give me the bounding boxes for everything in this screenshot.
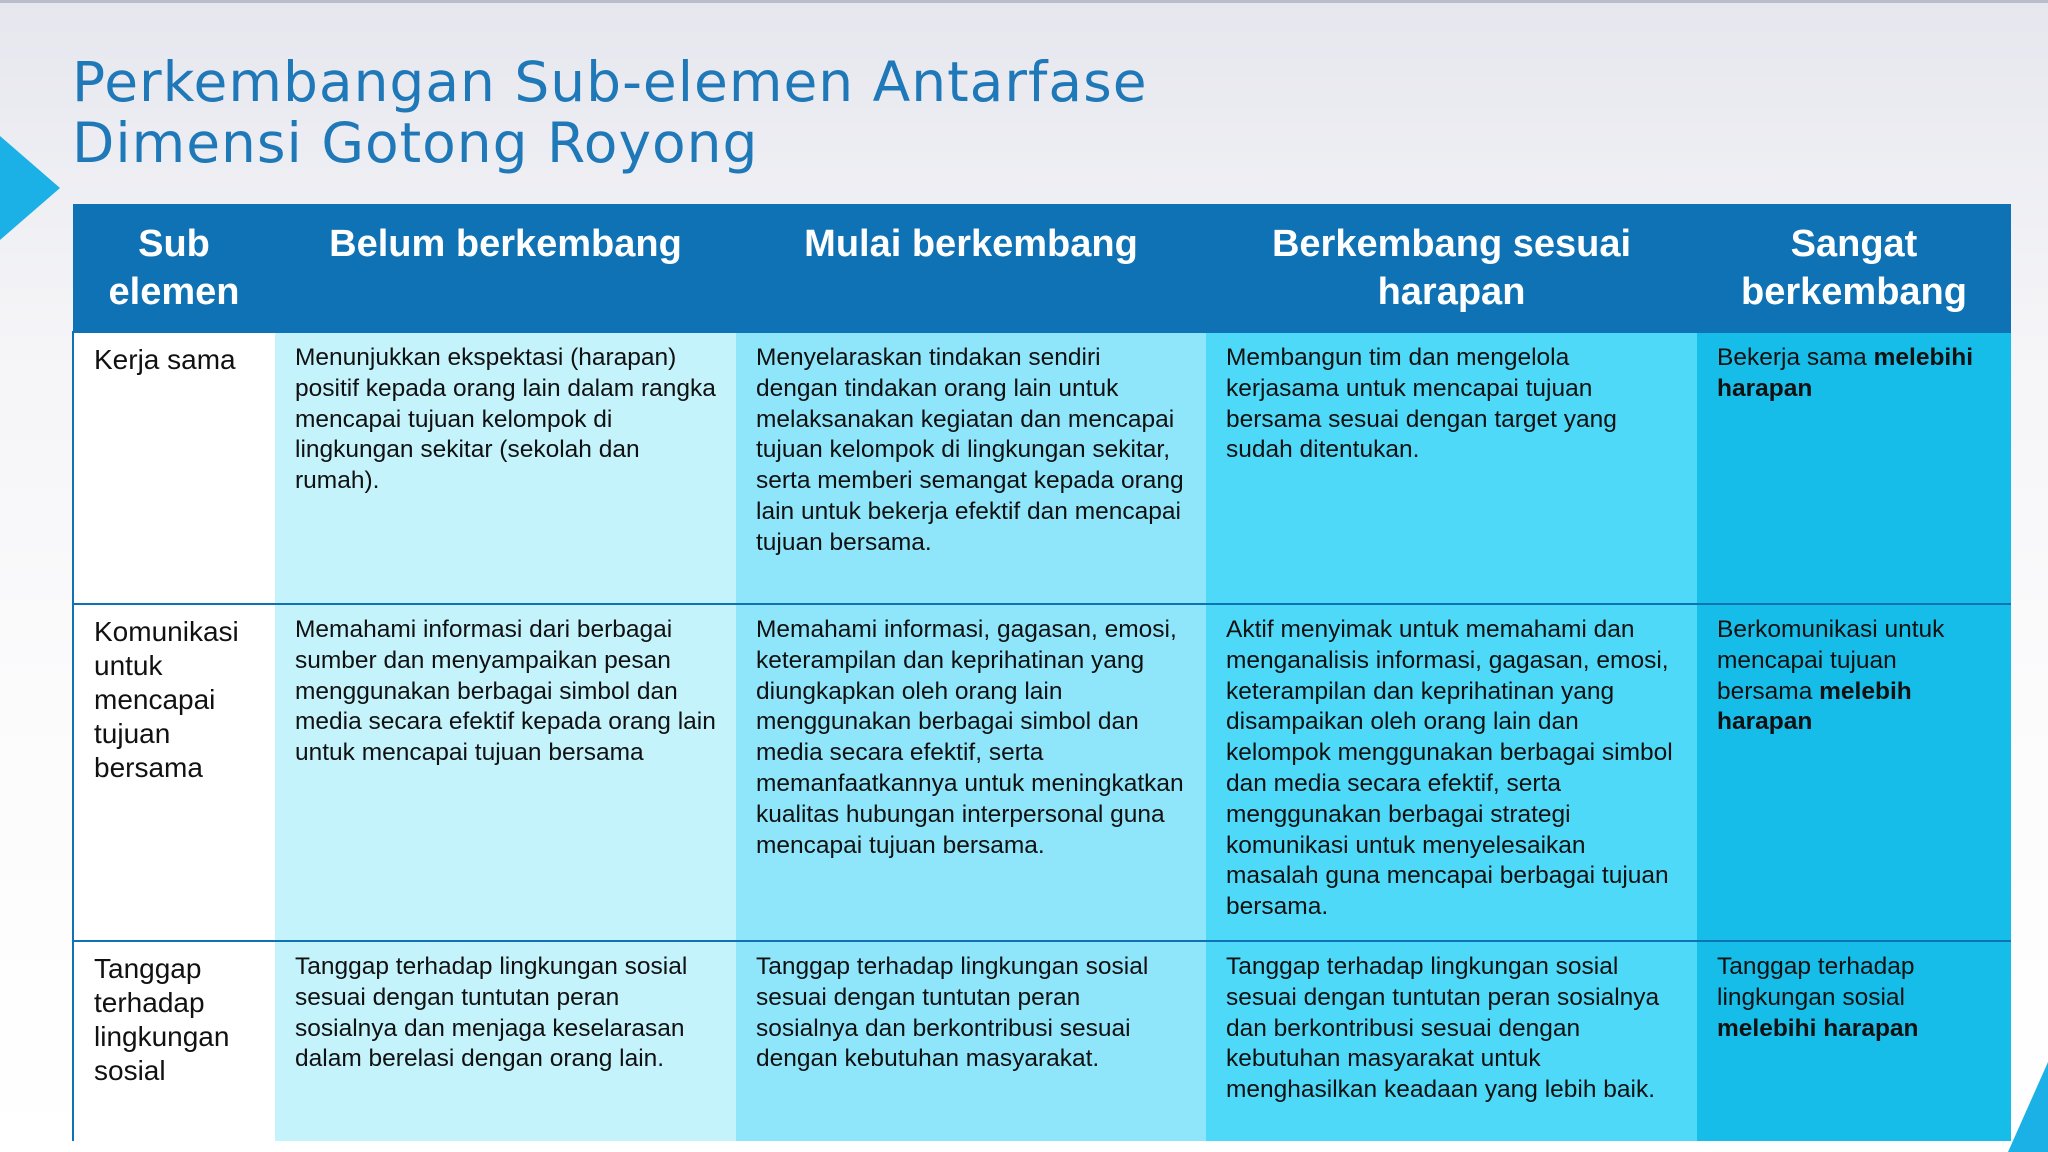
cell-sangat-text: Bekerja sama xyxy=(1717,344,1874,371)
cell-sangat-berkembang xyxy=(1697,604,2011,941)
cell-sangat-berkembang xyxy=(1697,332,2011,604)
cell-sub-elemen: Kerja sama xyxy=(73,332,275,604)
development-table xyxy=(72,204,2011,1141)
cell-sangat-text: Berkomunikasi untuk mencapai tujuan bersama xyxy=(1717,616,1945,705)
cell-mulai-berkembang: Menyelaraskan tindakan sendiri dengan tindakan orang lain untuk melaksanakan kegiatan dan mencapai tujuan kelompok di lingkungan sekitar, serta memberi semangat kepada orang lain untuk bekerja efektif dan mencapai tujuan bersama. xyxy=(736,332,1206,604)
header-sub-elemen: Sub elemen xyxy=(73,204,275,332)
corner-decoration xyxy=(2008,1062,2048,1152)
table-row-kerja-sama xyxy=(73,332,2011,604)
cell-sangat-emphasis: melebih harapan xyxy=(1717,677,1912,736)
table-header-row xyxy=(73,204,2011,332)
slide-title xyxy=(72,52,1148,174)
cell-mulai-berkembang: Tanggap terhadap lingkungan sosial sesuai dengan tuntutan peran sosialnya dan berkontribusi sesuai dengan kebutuhan masyarakat. xyxy=(736,941,1206,1141)
top-border-line xyxy=(0,0,2048,3)
cell-belum-berkembang: Tanggap terhadap lingkungan sosial sesuai dengan tuntutan peran sosialnya dan menjaga keselarasan dalam berelasi dengan orang lain. xyxy=(275,941,736,1141)
header-belum-berkembang: Belum berkembang xyxy=(275,204,736,332)
table-row-tanggap xyxy=(73,941,2011,1141)
slide-title-line-1: Perkembangan Sub-elemen Antarfase xyxy=(72,50,1148,114)
cell-sub-elemen: Tanggap terhadap lingkungan sosial xyxy=(73,941,275,1141)
slide-title-line-2: Dimensi Gotong Royong xyxy=(72,111,759,175)
cell-sub-elemen: Komunikasi untuk mencapai tujuan bersama xyxy=(73,604,275,941)
cell-sangat-text: Tanggap terhadap lingkungan sosial xyxy=(1717,953,1915,1011)
cell-sangat-berkembang xyxy=(1697,941,2011,1141)
cell-berkembang-sesuai: Membangun tim dan mengelola kerjasama untuk mencapai tujuan bersama sesuai dengan target yang sudah ditentukan. xyxy=(1206,332,1697,604)
cell-berkembang-sesuai: Aktif menyimak untuk memahami dan menganalisis informasi, gagasan, emosi, keterampilan dan keprihatinan yang disampaikan oleh orang lain dan kelompok menggunakan berbagai simbol dan media secara efektif, serta menggunakan berbagai strategi komunikasi untuk menyelesaikan masalah guna mencapai berbagai tujuan bersama. xyxy=(1206,604,1697,941)
header-sangat-berkembang: Sangat berkembang xyxy=(1697,204,2011,332)
cell-belum-berkembang: Memahami informasi dari berbagai sumber dan menyampaikan pesan menggunakan berbagai simbol dan media secara efektif kepada orang lain untuk mencapai tujuan bersama xyxy=(275,604,736,941)
cell-belum-berkembang: Menunjukkan ekspektasi (harapan) positif kepada orang lain dalam rangka mencapai tujuan kelompok di lingkungan sekitar (sekolah dan rumah). xyxy=(275,332,736,604)
cell-sangat-emphasis: melebihi harapan xyxy=(1717,344,1973,402)
header-mulai-berkembang: Mulai berkembang xyxy=(736,204,1206,332)
cell-berkembang-sesuai: Tanggap terhadap lingkungan sosial sesuai dengan tuntutan peran sosialnya dan berkontribusi sesuai dengan kebutuhan masyarakat untuk menghasilkan keadaan yang lebih baik. xyxy=(1206,941,1697,1141)
header-berkembang-sesuai-harapan: Berkembang sesuai harapan xyxy=(1206,204,1697,332)
cell-sangat-emphasis: melebihi harapan xyxy=(1717,1014,1919,1042)
table-row-komunikasi xyxy=(73,604,2011,941)
left-arrow-decoration xyxy=(0,136,60,240)
cell-mulai-berkembang: Memahami informasi, gagasan, emosi, keterampilan dan keprihatinan yang diungkapkan oleh orang lain menggunakan berbagai simbol dan media secara efektif, serta memanfaatkannya untuk meningkatkan kualitas hubungan interpersonal guna mencapai tujuan bersama. xyxy=(736,604,1206,941)
